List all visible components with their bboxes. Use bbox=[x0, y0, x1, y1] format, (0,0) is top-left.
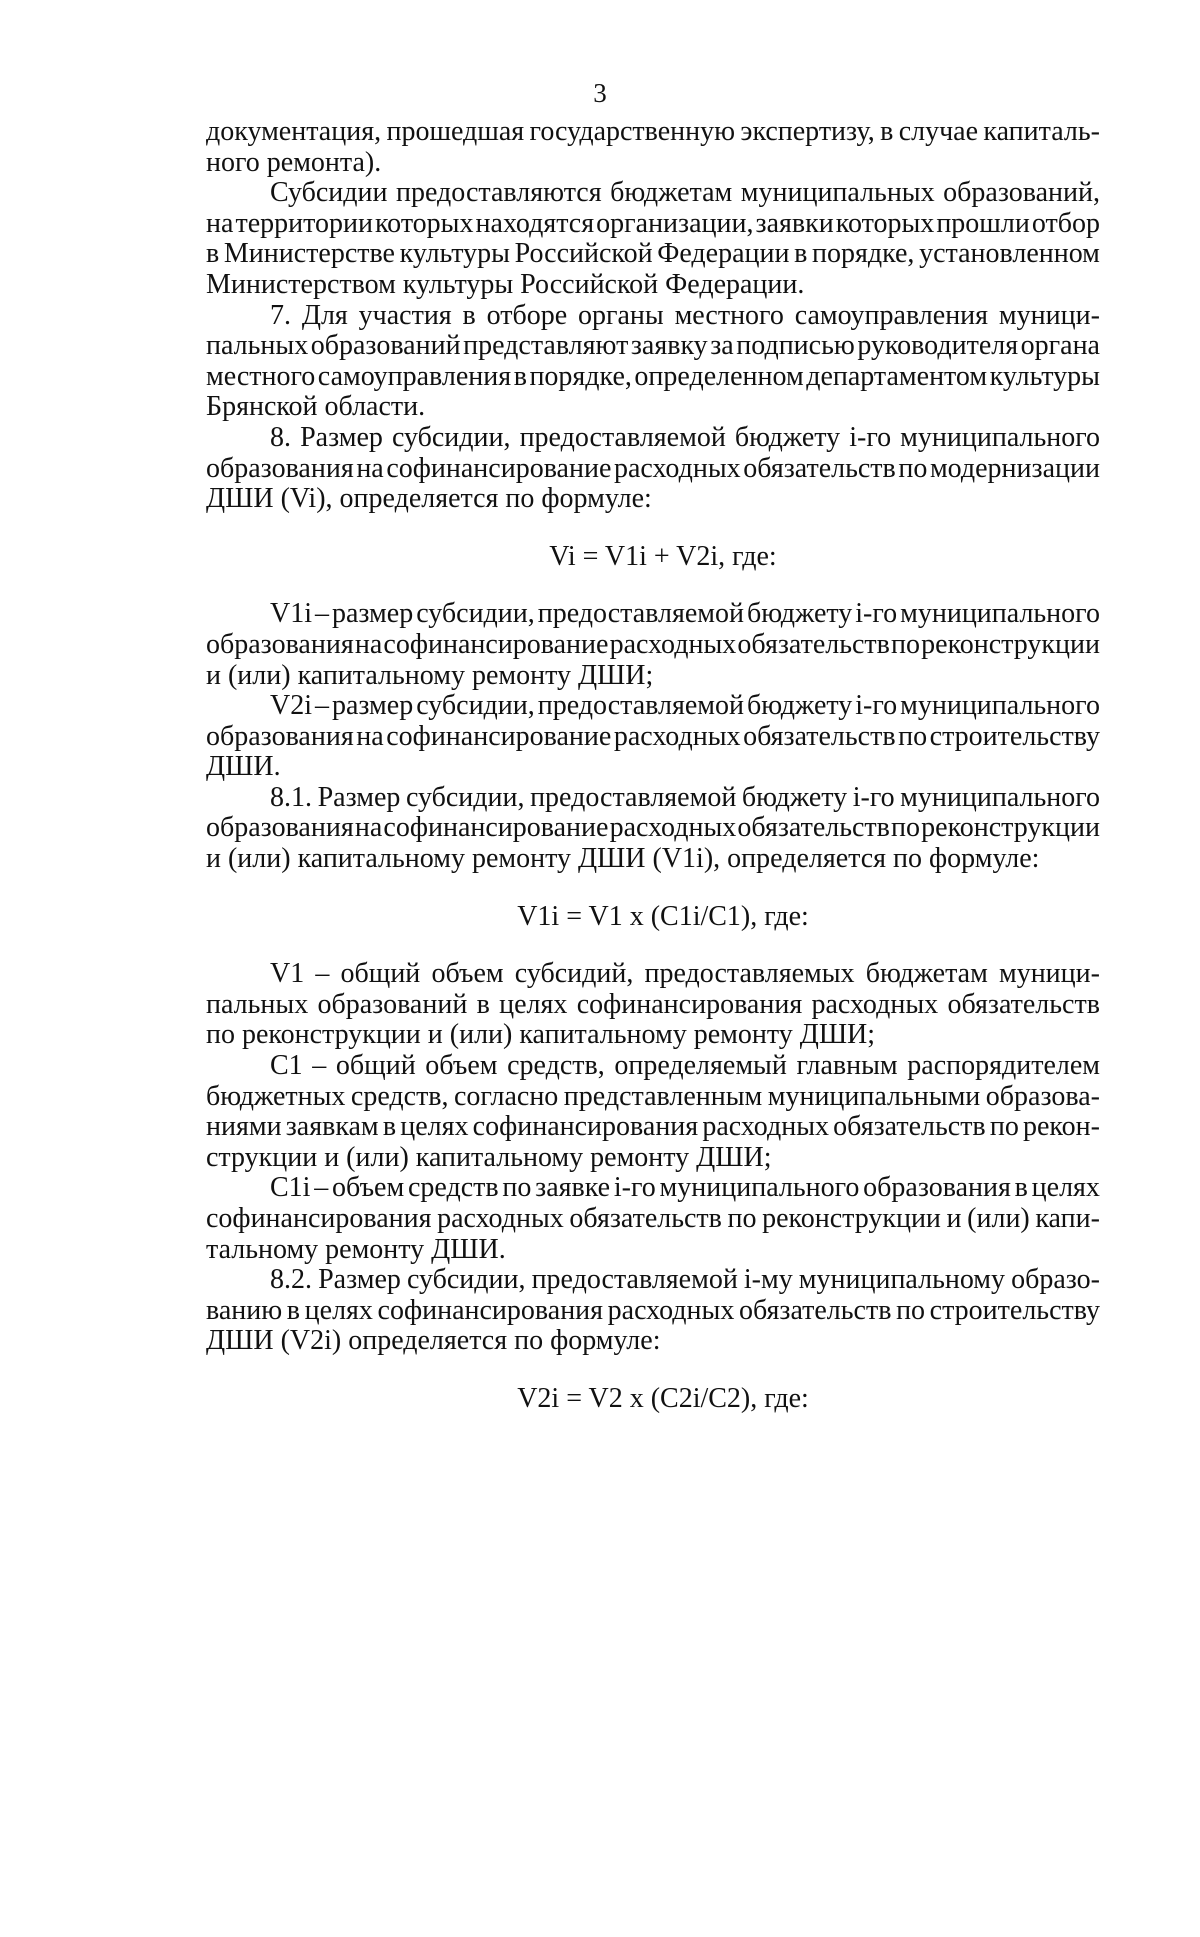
word: которых bbox=[835, 207, 935, 239]
word: представленным bbox=[563, 1080, 763, 1112]
word: согласно bbox=[454, 1080, 559, 1112]
word: отбор bbox=[1031, 207, 1100, 239]
word: реконструкции bbox=[762, 1203, 941, 1234]
paragraph-line bbox=[206, 722, 1100, 753]
word: в bbox=[476, 988, 490, 1020]
paragraph bbox=[206, 1265, 1100, 1357]
word: обязательств bbox=[569, 1203, 722, 1234]
word: реконструкции bbox=[921, 628, 1100, 660]
word: определенном bbox=[634, 360, 804, 392]
paragraph-line bbox=[206, 1204, 1100, 1235]
word: V1 bbox=[270, 958, 305, 990]
word: муниципального bbox=[900, 690, 1100, 722]
word: подписью bbox=[736, 330, 855, 362]
paragraph bbox=[206, 1173, 1100, 1265]
word: муници- bbox=[998, 299, 1100, 331]
word: обязательств bbox=[738, 1294, 892, 1326]
paragraph-line: ДШИ (V2i) определяется по формуле: bbox=[206, 1325, 661, 1357]
word: экспертизу, bbox=[740, 116, 875, 147]
word: предоставляемой bbox=[531, 1264, 738, 1296]
paragraph-line: Министерством культуры Российской Федерации. bbox=[206, 268, 805, 300]
word: муниципального bbox=[900, 421, 1100, 453]
paragraph bbox=[206, 599, 1100, 691]
word: Федерации bbox=[657, 238, 790, 270]
word: самоуправления bbox=[794, 299, 989, 331]
word: рекон- bbox=[1022, 1111, 1100, 1143]
formula: Vi = V1i + V2i, где: bbox=[549, 540, 777, 572]
word: по bbox=[896, 1294, 926, 1326]
word: – bbox=[312, 1050, 327, 1082]
word: по bbox=[891, 812, 920, 844]
word: образований bbox=[317, 988, 468, 1020]
word: в bbox=[286, 1294, 301, 1326]
word: софинансирование bbox=[386, 720, 612, 752]
paragraph-line bbox=[206, 1265, 1100, 1296]
word: распорядителем bbox=[907, 1050, 1100, 1082]
word: i-го bbox=[855, 598, 898, 630]
word: бюджетам bbox=[865, 958, 988, 990]
word: департаментом bbox=[806, 360, 988, 392]
word: софинансирования bbox=[206, 1203, 432, 1234]
word: в bbox=[382, 1111, 397, 1143]
word: 8.2. bbox=[270, 1264, 312, 1296]
word: случае bbox=[898, 116, 979, 147]
word: представляют bbox=[463, 330, 629, 362]
word: средств, bbox=[350, 1080, 449, 1112]
paragraph-line bbox=[206, 1296, 1100, 1327]
word: – bbox=[314, 1172, 329, 1204]
paragraph bbox=[206, 783, 1100, 875]
word: 8. bbox=[270, 421, 291, 453]
word: муниципальных bbox=[740, 177, 935, 209]
paragraph-line bbox=[206, 783, 1100, 814]
word: на bbox=[356, 452, 384, 484]
word: в bbox=[206, 238, 220, 270]
word: капиталь- bbox=[983, 116, 1100, 147]
word: общий bbox=[335, 1050, 416, 1082]
paragraph-line: и (или) капитальному ремонту ДШИ (V1i), определяется по формуле: bbox=[206, 843, 1040, 875]
paragraph bbox=[206, 691, 1100, 783]
word: образований bbox=[310, 330, 461, 362]
word: V2i bbox=[270, 690, 312, 722]
word: обязательств bbox=[743, 720, 896, 752]
paragraph-line: и (или) капитальному ремонту ДШИ; bbox=[206, 659, 654, 691]
word: i-го bbox=[855, 690, 898, 722]
paragraph-line bbox=[206, 239, 1100, 270]
word: государственную bbox=[529, 116, 736, 147]
word: строительству bbox=[929, 720, 1100, 752]
word: образований, bbox=[943, 177, 1100, 209]
word: по bbox=[989, 1111, 1019, 1143]
paragraph-line bbox=[206, 1051, 1100, 1082]
word: Российской bbox=[514, 238, 653, 270]
paragraph-line bbox=[206, 331, 1100, 362]
word: предоставляемых bbox=[644, 958, 855, 990]
word: бюджетам bbox=[610, 177, 733, 209]
word: по bbox=[502, 1172, 532, 1204]
formula: V1i = V1 x (C1i/C1), где: bbox=[517, 900, 809, 932]
paragraph-line bbox=[206, 1112, 1100, 1143]
word: бюджету bbox=[747, 690, 853, 722]
word: обязательств bbox=[737, 812, 890, 844]
word: капи- bbox=[1035, 1203, 1100, 1234]
word: Размер bbox=[318, 1264, 401, 1296]
paragraph-line bbox=[206, 454, 1100, 485]
word: организации, bbox=[596, 207, 754, 239]
word: образования bbox=[206, 628, 354, 660]
word: расходных bbox=[613, 720, 741, 752]
paragraph bbox=[206, 423, 1100, 515]
word: на bbox=[206, 207, 234, 239]
word: субсидии, bbox=[406, 1264, 526, 1296]
word: расходных bbox=[811, 988, 939, 1020]
paragraph-line: Брянской области. bbox=[206, 391, 426, 423]
word: заявки bbox=[755, 207, 834, 239]
word: V1i bbox=[270, 598, 312, 630]
word: на bbox=[354, 628, 383, 660]
word: прошли bbox=[936, 207, 1030, 239]
paragraph-line bbox=[206, 362, 1100, 393]
word: общий bbox=[340, 958, 421, 990]
paragraph-line: ДШИ (Vi), определяется по формуле: bbox=[206, 483, 652, 515]
word: установленном bbox=[919, 238, 1100, 270]
word: заявке bbox=[535, 1172, 611, 1204]
paragraph bbox=[206, 178, 1100, 300]
word: предоставляемой bbox=[519, 421, 726, 453]
word: образования bbox=[206, 812, 354, 844]
word: предоставляются bbox=[396, 177, 602, 209]
paragraph-line bbox=[206, 599, 1100, 630]
word: муниципального bbox=[659, 1172, 860, 1204]
paragraph-line: струкции и (или) капитальному ремонту ДШИ; bbox=[206, 1141, 772, 1173]
word: культуры bbox=[399, 238, 510, 270]
word: образова- bbox=[985, 1080, 1100, 1112]
word: предоставляемой bbox=[530, 781, 737, 813]
word: расходных bbox=[437, 1203, 564, 1234]
word: участия bbox=[358, 299, 452, 331]
paragraph-line: тальному ремонту ДШИ. bbox=[206, 1233, 506, 1265]
word: софинансирование bbox=[383, 812, 609, 844]
word: по bbox=[898, 452, 928, 484]
word: образования bbox=[863, 1172, 1011, 1204]
word: – bbox=[315, 958, 330, 990]
word: муниципального bbox=[900, 598, 1100, 630]
paragraph-line: по реконструкции и (или) капитальному ремонту ДШИ; bbox=[206, 1019, 876, 1051]
word: средств bbox=[408, 1172, 499, 1204]
word: бюджету bbox=[747, 598, 853, 630]
word: субсидии, bbox=[391, 421, 511, 453]
word: культуры bbox=[989, 360, 1100, 392]
paragraph bbox=[206, 959, 1100, 1051]
word: – bbox=[314, 598, 329, 630]
word: расходных bbox=[614, 452, 741, 484]
word: муниципального bbox=[900, 781, 1100, 813]
paragraph-line bbox=[206, 117, 1100, 148]
word: муниципальными bbox=[767, 1080, 981, 1112]
word: целях bbox=[304, 1294, 373, 1326]
word: C1i bbox=[270, 1172, 311, 1204]
word: расходных bbox=[609, 628, 737, 660]
word: образования bbox=[206, 452, 354, 484]
paragraph-line bbox=[206, 813, 1100, 844]
word: в bbox=[794, 238, 808, 270]
page-number: 3 bbox=[593, 78, 607, 108]
word: документация, bbox=[206, 116, 382, 147]
word: средств, bbox=[507, 1050, 605, 1082]
word: софинансирования bbox=[472, 1111, 699, 1143]
word: главным bbox=[796, 1050, 898, 1082]
paragraph-line bbox=[206, 1082, 1100, 1113]
word: заявкам bbox=[285, 1111, 379, 1143]
word: Размер bbox=[317, 781, 401, 813]
word: ниями bbox=[206, 1111, 282, 1143]
word: бюджету bbox=[741, 781, 848, 813]
word: в bbox=[1014, 1172, 1028, 1204]
word: 8.1. bbox=[270, 781, 312, 813]
formula: V2i = V2 x (C2i/C2), где: bbox=[517, 1382, 809, 1414]
paragraph-line bbox=[206, 178, 1100, 209]
word: по bbox=[891, 628, 920, 660]
word: органа bbox=[1020, 330, 1100, 362]
word: самоуправления bbox=[317, 360, 512, 392]
word: руководителя bbox=[857, 330, 1019, 362]
word: обязательств bbox=[947, 988, 1100, 1020]
word: софинансирования bbox=[576, 988, 803, 1020]
paragraph-line: ДШИ. bbox=[206, 751, 281, 783]
word: субсидий, bbox=[514, 958, 634, 990]
word: по bbox=[727, 1203, 757, 1234]
word: в bbox=[513, 360, 527, 392]
word: в bbox=[880, 116, 894, 147]
word: ванию bbox=[206, 1294, 283, 1326]
word: предоставляемой bbox=[537, 690, 745, 722]
word: целях bbox=[499, 988, 568, 1020]
word: территории bbox=[235, 207, 373, 239]
word: 7. bbox=[270, 299, 291, 331]
paragraph-line bbox=[206, 630, 1100, 661]
word: субсидии, bbox=[416, 598, 535, 630]
word: на bbox=[356, 720, 384, 752]
paragraph-line bbox=[206, 423, 1100, 454]
word: Министерстве bbox=[223, 238, 395, 270]
word: пальных bbox=[206, 330, 309, 362]
word: и bbox=[946, 1203, 962, 1234]
word: бюджету bbox=[734, 421, 841, 453]
document-body bbox=[206, 117, 1100, 1442]
word: обязательств bbox=[737, 628, 890, 660]
word: отборе bbox=[486, 299, 568, 331]
word: субсидии, bbox=[416, 690, 535, 722]
word: за bbox=[710, 330, 734, 362]
word: размер bbox=[331, 598, 414, 630]
word: Субсидии bbox=[270, 177, 388, 209]
word: местного bbox=[674, 299, 784, 331]
word: i-го bbox=[852, 781, 895, 813]
word: обязательств bbox=[833, 1111, 986, 1143]
word: на bbox=[354, 812, 383, 844]
word: реконструкции bbox=[921, 812, 1100, 844]
word: субсидии, bbox=[405, 781, 525, 813]
word: предоставляемой bbox=[537, 598, 745, 630]
word: C1 bbox=[270, 1050, 303, 1082]
word: объем bbox=[332, 1172, 405, 1204]
paragraph bbox=[206, 1051, 1100, 1173]
word: которых bbox=[375, 207, 474, 239]
paragraph-line: ного ремонта). bbox=[206, 146, 382, 178]
word: строительству bbox=[929, 1294, 1100, 1326]
paragraph-line bbox=[206, 959, 1100, 990]
word: модернизации bbox=[929, 452, 1100, 484]
word: образо- bbox=[1011, 1264, 1100, 1296]
word: определяемый bbox=[614, 1050, 787, 1082]
word: образования bbox=[206, 720, 354, 752]
word: целях bbox=[1031, 1172, 1100, 1204]
word: органы bbox=[578, 299, 664, 331]
paragraph bbox=[206, 301, 1100, 423]
word: размер bbox=[331, 690, 414, 722]
paragraph-line bbox=[206, 691, 1100, 722]
paragraph bbox=[206, 117, 1100, 178]
word: расходных bbox=[609, 812, 737, 844]
word: Для bbox=[301, 299, 348, 331]
word: софинансирование bbox=[386, 452, 612, 484]
word: i-го bbox=[613, 1172, 656, 1204]
word: целях bbox=[400, 1111, 469, 1143]
word: софинансирования bbox=[377, 1294, 604, 1326]
word: объем bbox=[425, 1050, 498, 1082]
word: софинансирование bbox=[383, 628, 609, 660]
word: муниципальному bbox=[798, 1264, 1006, 1296]
word: (или) bbox=[967, 1203, 1030, 1234]
word: по bbox=[898, 720, 928, 752]
word: находятся bbox=[475, 207, 595, 239]
word: прошедшая bbox=[386, 116, 525, 147]
word: расходных bbox=[607, 1294, 735, 1326]
word: местного bbox=[206, 360, 316, 392]
word: муници- bbox=[998, 958, 1100, 990]
word: в bbox=[462, 299, 476, 331]
paragraph-line bbox=[206, 209, 1100, 240]
word: объем bbox=[431, 958, 504, 990]
word: – bbox=[314, 690, 329, 722]
word: заявку bbox=[630, 330, 708, 362]
word: обязательств bbox=[743, 452, 896, 484]
paragraph-line bbox=[206, 990, 1100, 1021]
word: Размер bbox=[300, 421, 383, 453]
paragraph-line bbox=[206, 301, 1100, 332]
word: бюджетных bbox=[206, 1080, 346, 1112]
word: расходных bbox=[702, 1111, 829, 1143]
word: пальных bbox=[206, 988, 309, 1020]
word: i-му bbox=[743, 1264, 793, 1296]
word: i-го bbox=[849, 421, 892, 453]
paragraph-line bbox=[206, 1173, 1100, 1204]
word: порядке, bbox=[811, 238, 915, 270]
word: порядке, bbox=[529, 360, 632, 392]
